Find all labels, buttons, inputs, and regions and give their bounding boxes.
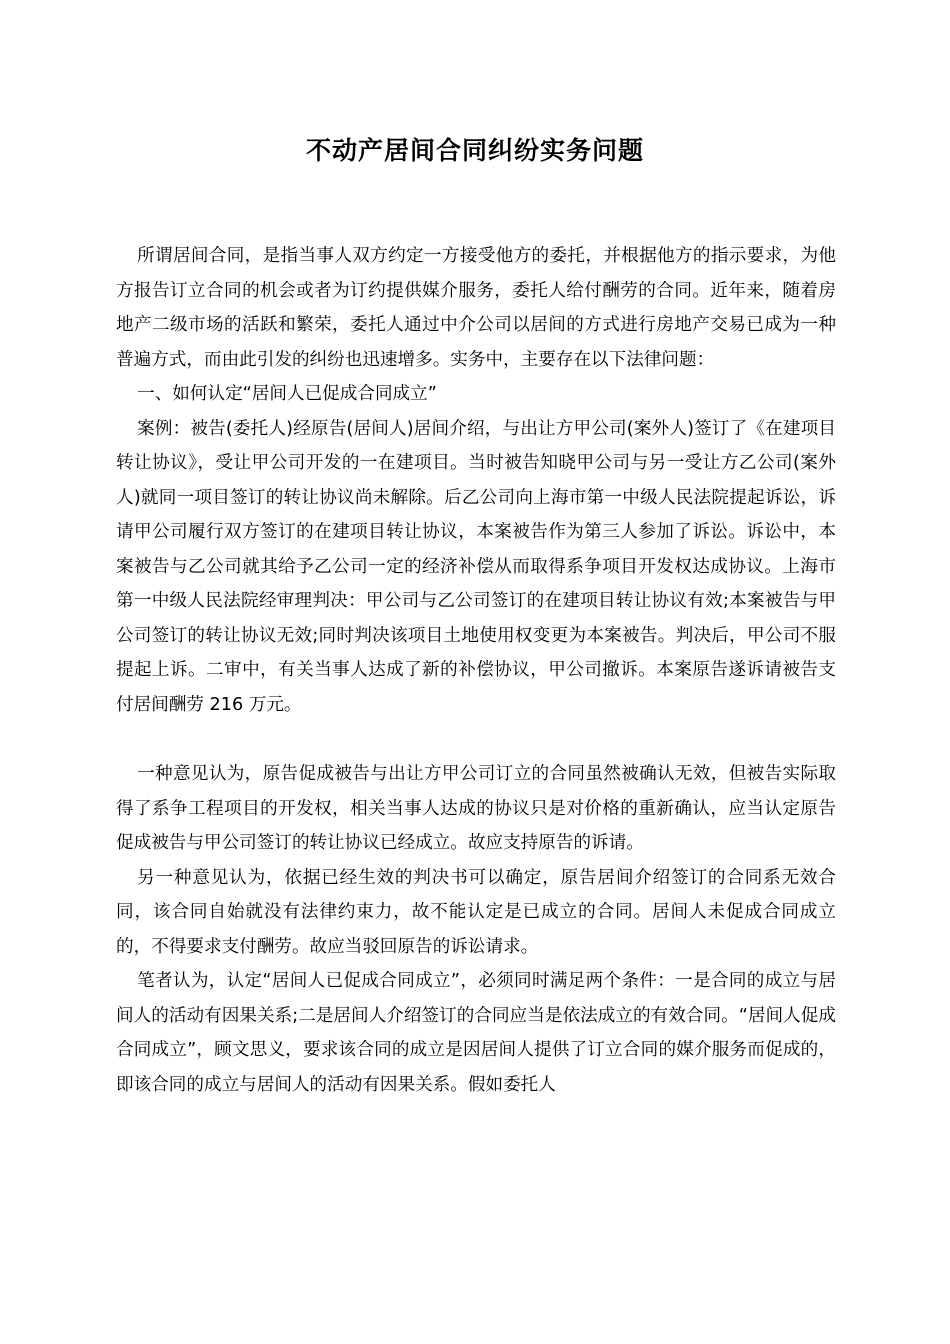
page-title: 不动产居间合同纠纷实务问题 — [305, 136, 644, 165]
section-heading-1: 一、如何认定“居间人已促成合同成立” — [137, 384, 437, 404]
paragraph-opinion-2: 另一种意见认为，依据已经生效的判决书可以确定，原告居间介绍签订的合同系无效合同，该合同自始就没有法律约束力，故不能认定是已成立的合同。居间人未促成合同成立的，不得要求支付酬劳。故应当驳回原告的诉讼请求。 — [116, 867, 836, 957]
paragraph-opinion-1: 一种意见认为，原告促成被告与出让方甲公司订立的合同虽然被确认无效，但被告实际取得了系争工程项目的开发权，相关当事人达成的协议只是对价格的重新确认，应当认定原告促成被告与甲公司签订的转让协议已经成立。故应支持原告的诉请。 — [116, 764, 836, 853]
paragraph-case: 案例：被告(委托人)经原告(居间人)居间介绍，与出让方甲公司(案外人)签订了《在建项目转让协议》，受让甲公司开发的一在建项目。当时被告知晓甲公司与另一受让方乙公司(案外人)就同一项目签订的转让协议尚未解除。后乙公司向上海市第一中级人民法院提起诉讼，诉请甲公司履行双方签订的在建项目转让协议，本案被告作为第三人参加了诉讼。诉讼中，本案被告与乙公司就其给予乙公司一定的经济补偿从而取得系争项目开发权达成协议。上海市第一中级人民法院经审理判决：甲公司与乙公司签订的在建项目转让协议有效;本案被告与甲公司签订的转让协议无效;同时判决该项目土地使用权变更为本案被告。判决后，甲公司不服提起上诉。二审中，有关当事人达成了新的补偿协议，甲公司撤诉。本案原告遂诉请被告支付居间酬劳 216 万元。 — [116, 418, 836, 715]
paragraph-author-view: 笔者认为，认定“居间人已促成合同成立”，必须同时满足两个条件：一是合同的成立与居间人的活动有因果关系;二是居间人介绍签订的合同应当是依法成立的有效合同。“居间人促成合同成立”，顾文思义，要求该合同的成立是因居间人提供了订立合同的媒介服务而促成的，即该合同的成立与居间人的活动有因果关系。假如委托人 — [116, 971, 836, 1095]
document-body — [116, 239, 836, 1102]
paragraph-definition: 所谓居间合同，是指当事人双方约定一方接受他方的委托，并根据他方的指示要求，为他方报告订立合同的机会或者为订约提供媒介服务，委托人给付酬劳的合同。近年来，随着房地产二级市场的活跃和繁荣，委托人通过中介公司以居间的方式进行房地产交易已成为一种普遍方式，而由此引发的纠纷也迅速增多。实务中，主要存在以下法律问题： — [116, 246, 836, 370]
